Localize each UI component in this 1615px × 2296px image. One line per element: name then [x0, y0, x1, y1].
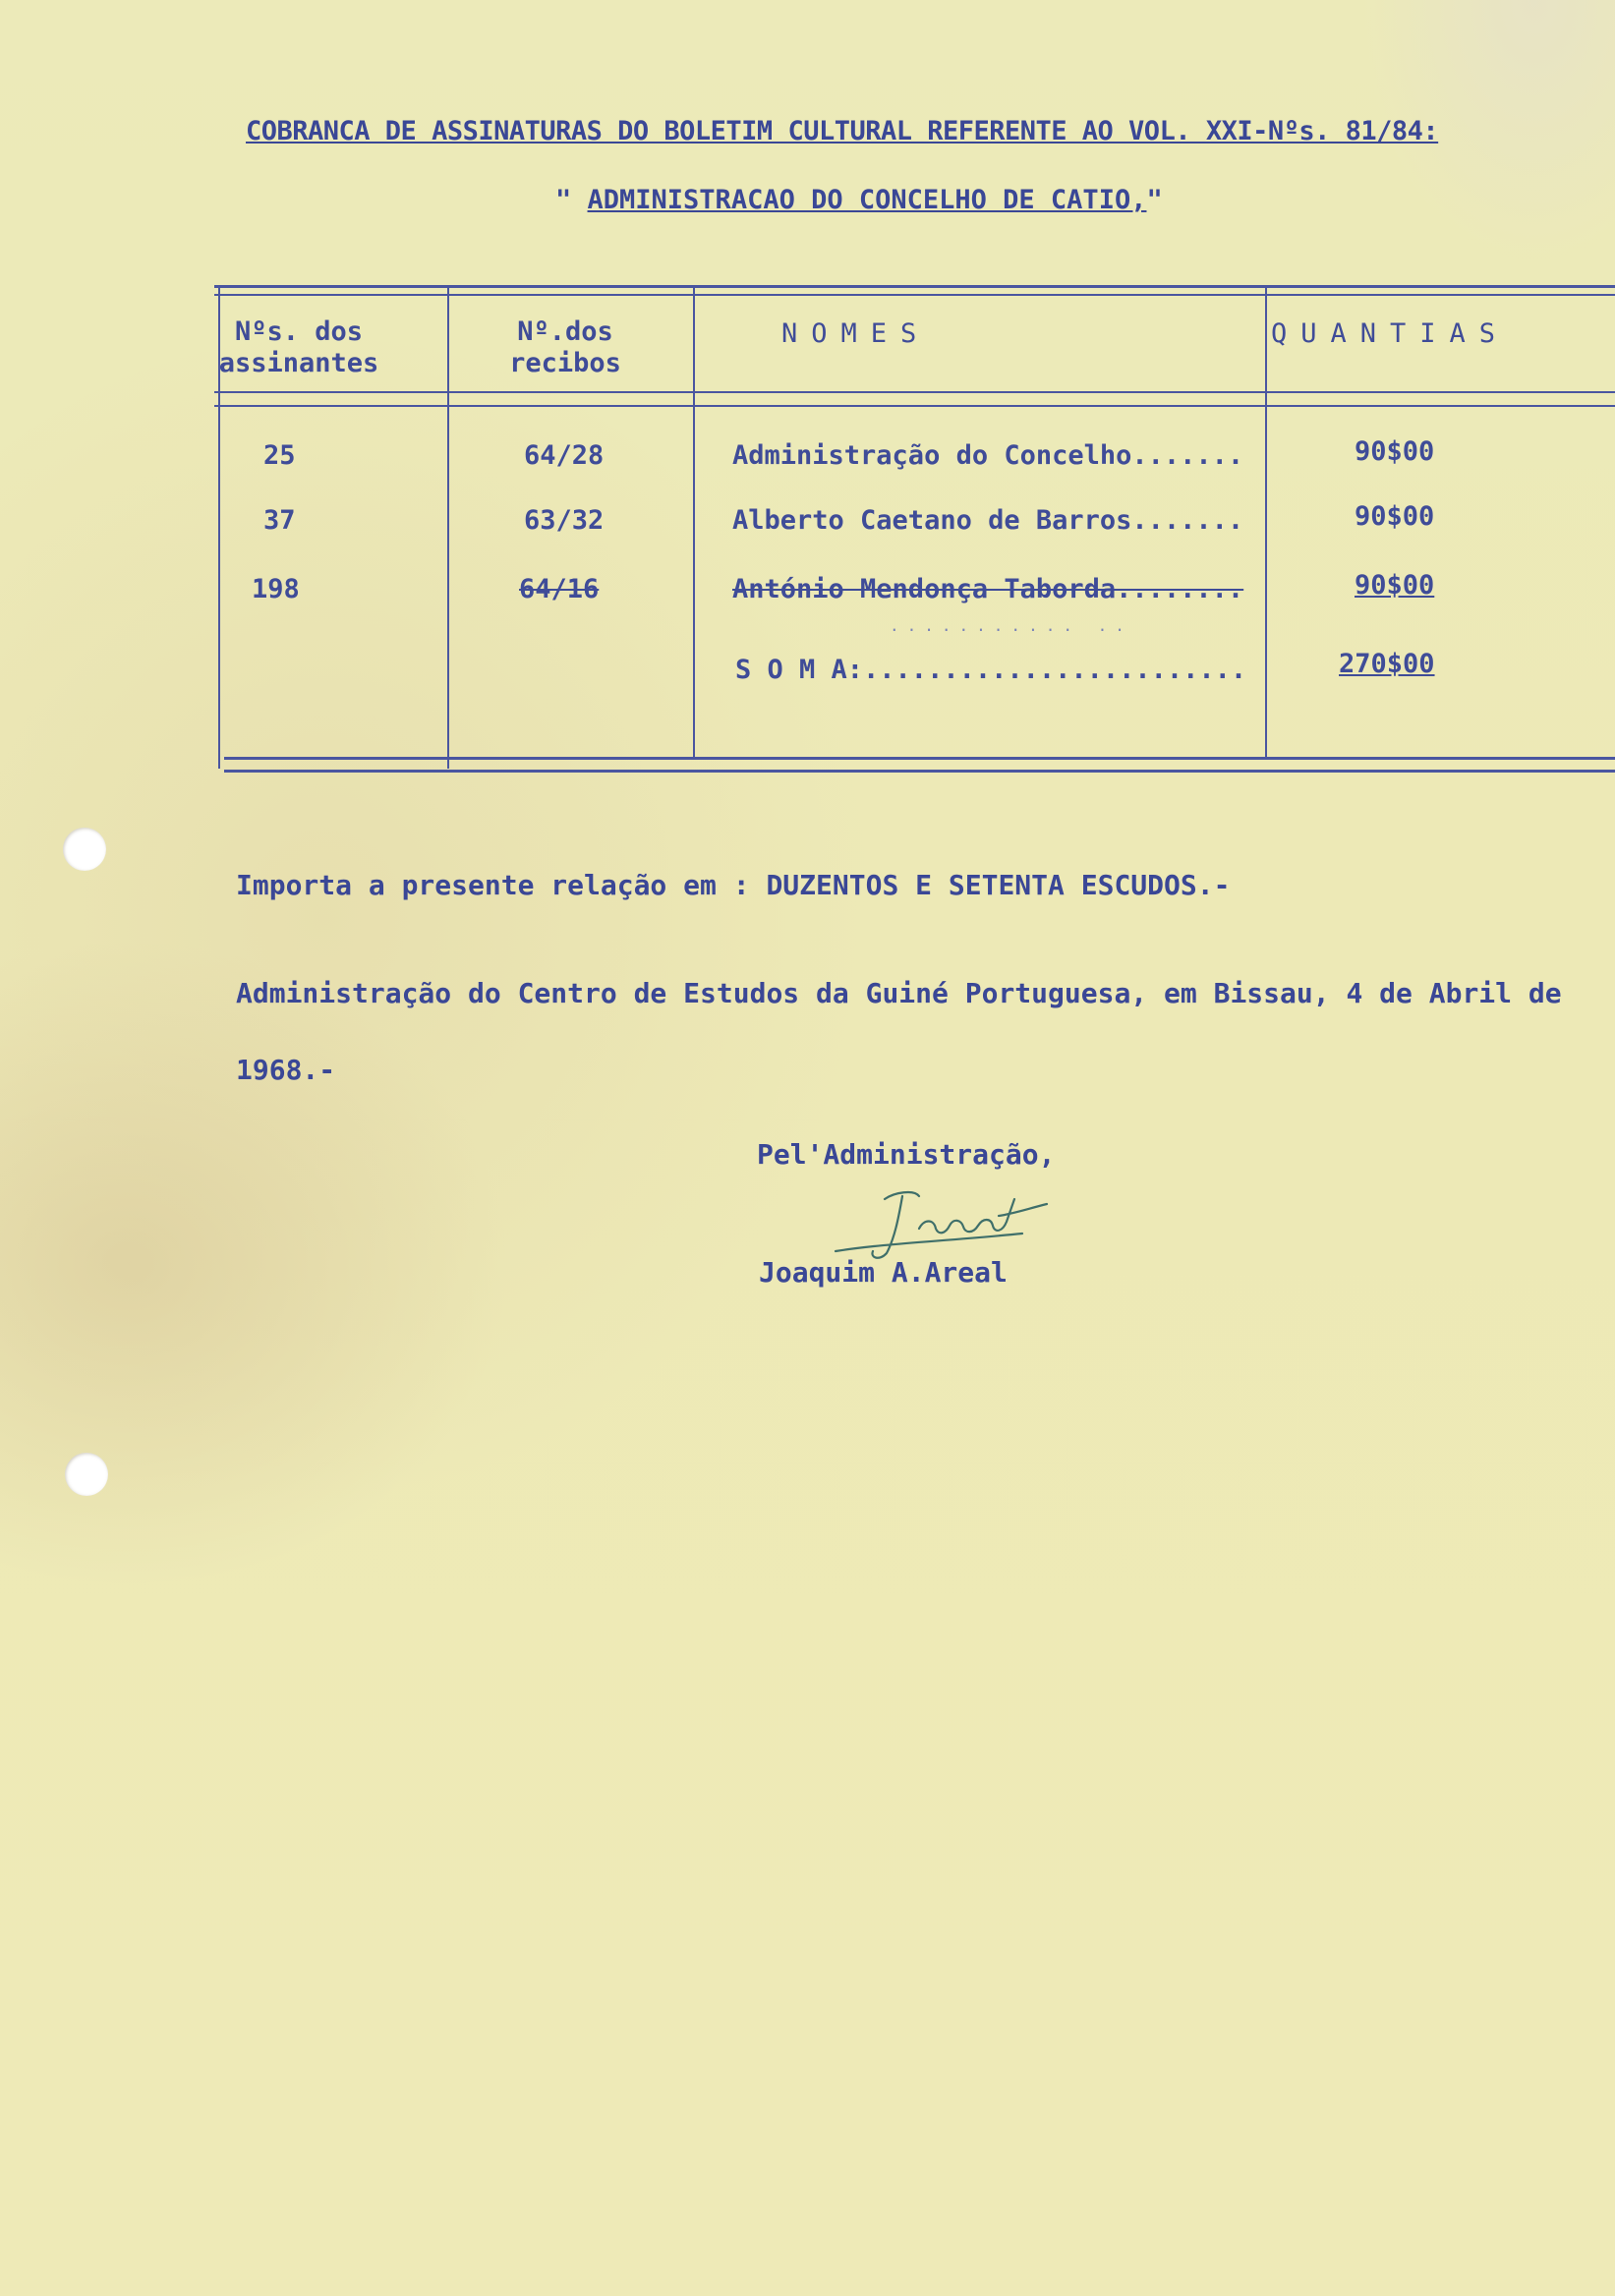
table-dots-line: ........... .. — [890, 616, 1132, 635]
table-top-border-inner — [214, 294, 1615, 296]
punch-hole-bottom — [65, 1453, 108, 1496]
table-row-2-subscriber: 37 — [263, 505, 296, 536]
table-bottom-border — [224, 757, 1615, 760]
table-total-label: S O M A:........................ — [735, 655, 1247, 685]
header-receipt-no: Nº.dos recibos — [509, 316, 621, 378]
table-header-divider — [214, 391, 1615, 393]
punch-hole-top — [63, 828, 106, 871]
table-row-3-name: António Mendonça Taborda........ — [732, 574, 1244, 604]
signature-label: Pel'Administração, — [757, 1138, 1056, 1171]
amount-in-words-line: Importa a presente relação em : DUZENTOS E SETENTA ESCUDOS.- — [236, 869, 1231, 901]
table-col-line-3 — [693, 287, 695, 759]
table-total-amount: 270$00 — [1339, 649, 1435, 679]
table-row-1-receipt: 64/28 — [524, 440, 605, 471]
header-subscriber-no: Nºs. dos assinantes — [218, 316, 379, 378]
table-row-1-name: Administração do Concelho....... — [732, 440, 1244, 471]
table-row-1-amount: 90$00 — [1355, 436, 1435, 467]
table-row-2-receipt: 63/32 — [524, 505, 605, 536]
table-col-line-2 — [447, 287, 449, 769]
table-row-2-amount: 90$00 — [1355, 501, 1435, 532]
table-header-divider-2 — [214, 405, 1615, 407]
header-names: NOMES — [781, 318, 931, 349]
header-amounts: QUANTIAS — [1271, 318, 1510, 349]
table-row-3-receipt: 64/16 — [519, 574, 600, 604]
place-date-line: Administração do Centro de Estudos da Guiné Portuguesa, em Bissau, 4 de Abril de — [236, 977, 1562, 1009]
document-title: COBRANCA DE ASSINATURAS DO BOLETIM CULTURAL REFERENTE AO VOL. XXI-Nºs. 81/84: — [246, 116, 1439, 146]
table-row-3-subscriber: 198 — [252, 574, 300, 604]
table-col-line-4 — [1265, 287, 1267, 759]
table-row-1-subscriber: 25 — [263, 440, 296, 471]
table-bottom-border-2 — [224, 770, 1615, 773]
signatory-name: Joaquim A.Areal — [759, 1256, 1008, 1289]
table-row-2-name: Alberto Caetano de Barros....... — [732, 505, 1244, 536]
table-row-3-amount: 90$00 — [1355, 570, 1435, 601]
table-top-border — [214, 285, 1615, 288]
document-subtitle: " ADMINISTRACAO DO CONCELHO DE CATIO," — [555, 185, 1163, 215]
year-line: 1968.- — [236, 1054, 336, 1086]
